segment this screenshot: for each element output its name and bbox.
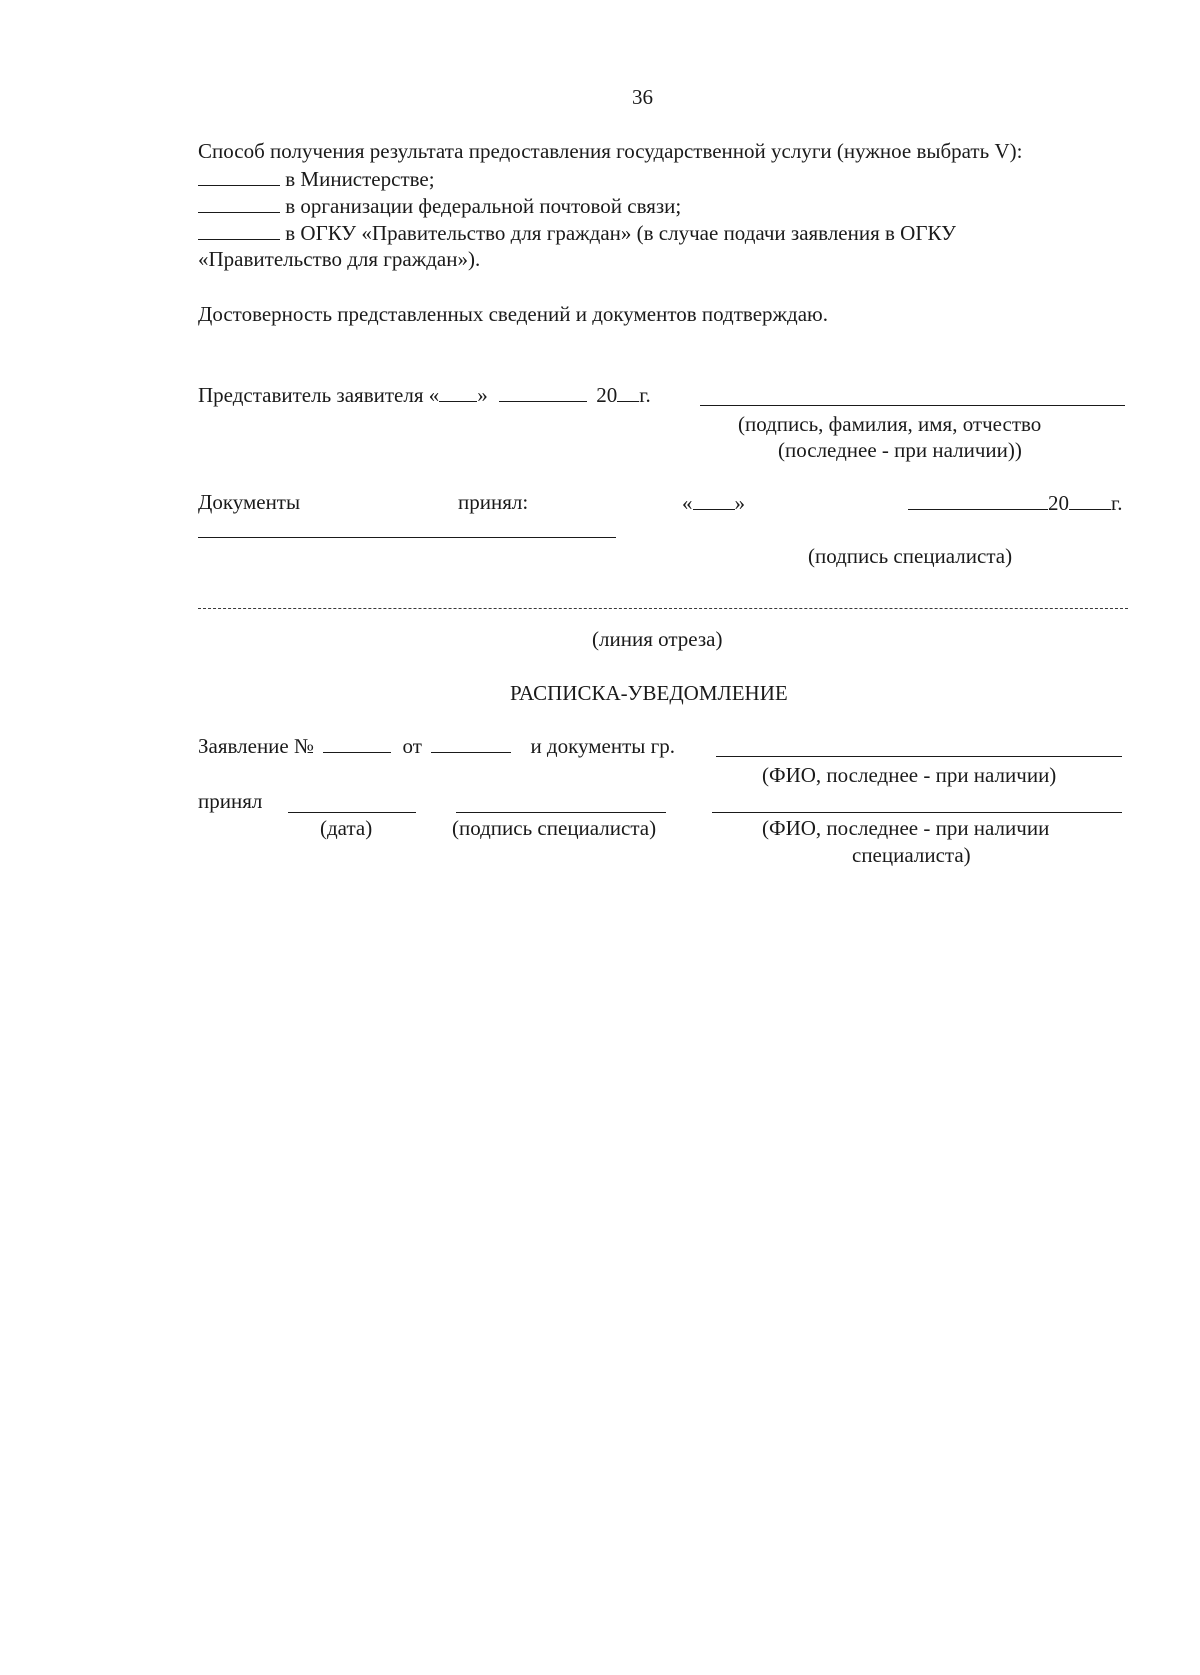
receipt-title: РАСПИСКА-УВЕДОМЛЕНИЕ xyxy=(510,681,788,705)
receipt-application-row xyxy=(198,732,675,759)
confirmation-text: Достоверность представленных сведений и документов подтверждаю. xyxy=(198,302,828,326)
representative-caption-1: (подпись, фамилия, имя, отчество xyxy=(738,412,1042,436)
receipt-specialist-fio-caption-2: специалиста) xyxy=(852,843,971,867)
documents-quote-close: » xyxy=(734,491,745,515)
representative-month-blank xyxy=(499,381,587,402)
receipt-fio-caption: (ФИО, последнее - при наличии) xyxy=(762,763,1057,787)
documents-year-prefix: 20 xyxy=(1048,491,1069,515)
cut-line-caption: (линия отреза) xyxy=(592,627,723,651)
representative-day-blank xyxy=(439,381,477,402)
method-heading: Способ получения результата предоставления государственной услуги (нужное выбрать V): xyxy=(198,139,1023,163)
accepted-label: принял: xyxy=(458,490,529,514)
representative-year-blank xyxy=(617,381,639,402)
cut-line xyxy=(198,608,1128,609)
documents-day-blank xyxy=(693,489,735,510)
option-ogku-blank xyxy=(198,219,280,240)
option-post-blank xyxy=(198,192,280,213)
receipt-from-label: от xyxy=(402,734,422,758)
documents-quote-open: « xyxy=(682,491,693,515)
documents-year-blank xyxy=(1069,489,1111,510)
option-ministry-blank xyxy=(198,165,280,186)
receipt-date-caption: (дата) xyxy=(320,816,373,840)
receipt-specialist-fio-caption-1: (ФИО, последнее - при наличии xyxy=(762,816,1050,840)
receipt-citizen-line xyxy=(716,756,1122,757)
documents-label: Документы xyxy=(198,490,301,514)
receipt-accepted-fio-line xyxy=(712,812,1122,813)
page-number: 36 xyxy=(632,85,653,109)
option-ministry xyxy=(198,165,435,192)
representative-row xyxy=(198,381,651,408)
receipt-application-label: Заявление № xyxy=(198,734,315,758)
option-post xyxy=(198,192,681,219)
documents-date-day xyxy=(682,489,745,516)
option-ogku xyxy=(198,219,956,246)
option-ogku-continuation: «Правительство для граждан»). xyxy=(198,247,481,271)
documents-date-year xyxy=(908,489,1123,516)
documents-month-blank xyxy=(908,489,1048,510)
receipt-documents-label: и документы гр. xyxy=(530,734,675,758)
representative-signature-line xyxy=(700,405,1125,406)
documents-year-suffix: г. xyxy=(1111,491,1123,515)
representative-year-suffix: г. xyxy=(639,383,651,407)
representative-caption-2: (последнее - при наличии)) xyxy=(778,438,1022,462)
receipt-accepted-signature-line xyxy=(456,812,666,813)
representative-label: Представитель заявителя « xyxy=(198,383,440,407)
representative-quote-close: » xyxy=(477,383,488,407)
receipt-number-blank xyxy=(323,732,391,753)
option-ogku-label: в ОГКУ «Правительство для граждан» (в случае подачи заявления в ОГКУ xyxy=(285,221,956,245)
receipt-accepted-label: принял xyxy=(198,789,263,813)
receipt-accepted-date-line xyxy=(288,812,416,813)
documents-signature-line xyxy=(198,537,616,538)
option-ministry-label: в Министерстве; xyxy=(285,167,435,191)
receipt-signature-caption: (подпись специалиста) xyxy=(452,816,657,840)
representative-year-prefix: 20 xyxy=(596,383,618,407)
receipt-date-blank xyxy=(431,732,511,753)
documents-signature-caption: (подпись специалиста) xyxy=(808,544,1013,568)
option-post-label: в организации федеральной почтовой связи; xyxy=(285,194,682,218)
